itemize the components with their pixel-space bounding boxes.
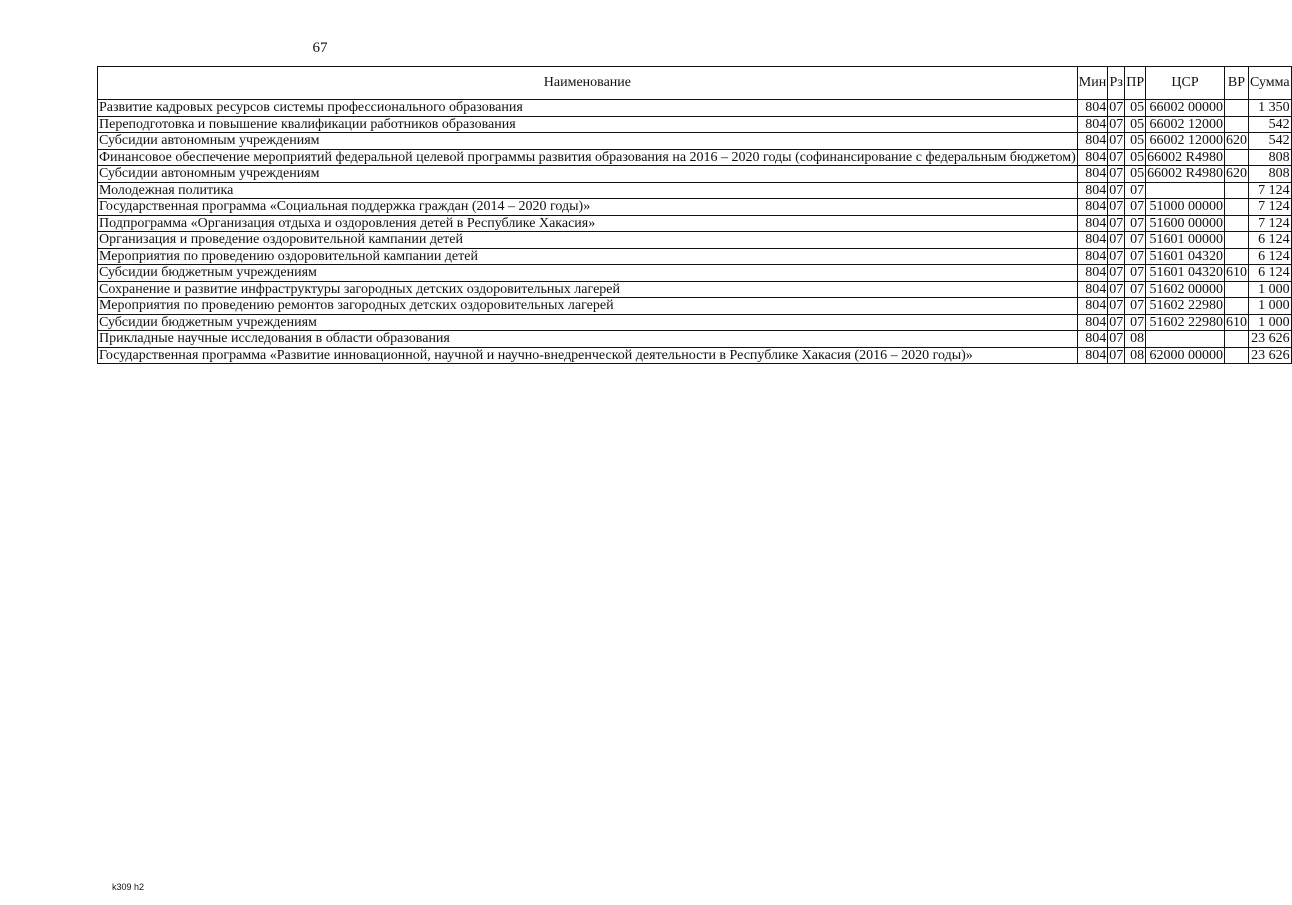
cell-sum: 23 626 [1248, 331, 1291, 348]
cell-sum: 7 124 [1248, 182, 1291, 199]
cell-pr: 07 [1125, 314, 1146, 331]
page-number: 67 [312, 40, 328, 56]
cell-min: 804 [1077, 116, 1107, 133]
header-vr: ВР [1224, 67, 1248, 100]
cell-vr [1224, 248, 1248, 265]
cell-rz: 07 [1109, 314, 1124, 330]
table-row [98, 314, 1292, 331]
table-header-row [98, 67, 1292, 100]
cell-csr: 51601 00000 [1146, 232, 1225, 249]
cell-pr: 08 [1125, 331, 1146, 348]
cell-sum: 6 124 [1248, 232, 1291, 249]
cell-min: 804 [1077, 133, 1107, 150]
table-row [98, 166, 1292, 183]
cell-min: 804 [1077, 166, 1107, 183]
cell-vr [1224, 298, 1248, 315]
table-row [98, 298, 1292, 315]
cell-pr: 07 [1125, 199, 1146, 216]
cell-rz: 07 [1109, 265, 1124, 280]
cell-vr: 610 [1225, 314, 1247, 330]
cell-csr [1146, 182, 1225, 199]
cell-vr [1224, 281, 1248, 298]
cell-name: Мероприятия по проведению ремонтов загородных детских оздоровительных лагерей [98, 298, 1078, 315]
cell-min: 804 [1077, 215, 1107, 232]
header-sum: Сумма [1248, 67, 1291, 100]
table-row [98, 149, 1292, 166]
cell-min: 804 [1077, 248, 1107, 265]
header-min: Мин [1077, 67, 1107, 100]
cell-sum: 1 000 [1248, 298, 1291, 315]
cell-pr: 07 [1125, 265, 1146, 282]
cell-pr: 07 [1125, 215, 1146, 232]
cell-rz: 07 [1109, 182, 1124, 198]
cell-min: 804 [1077, 298, 1107, 315]
cell-csr: 66002 12000 [1146, 116, 1225, 133]
cell-vr [1224, 331, 1248, 348]
cell-pr: 07 [1125, 232, 1146, 249]
cell-name: Молодежная политика [98, 182, 1078, 199]
cell-csr: 51000 00000 [1146, 199, 1225, 216]
cell-sum: 6 124 [1248, 265, 1291, 282]
cell-name: Государственная программа «Развитие инновационной, научной и научно-внедренческой деятельности в Республике Хакасия (2016 – 2020 годы)» [98, 347, 1078, 364]
table-row [98, 133, 1292, 150]
cell-min: 804 [1077, 314, 1107, 331]
cell-vr [1224, 149, 1248, 166]
cell-min: 804 [1077, 281, 1107, 298]
cell-rz: 07 [1109, 281, 1124, 297]
table-row [98, 182, 1292, 199]
cell-min: 804 [1077, 232, 1107, 249]
cell-sum: 23 626 [1248, 347, 1291, 364]
cell-sum: 7 124 [1248, 215, 1291, 232]
cell-min: 804 [1077, 149, 1107, 166]
cell-pr: 05 [1125, 116, 1146, 133]
cell-rz: 07 [1109, 248, 1124, 264]
cell-csr: 66002 R4980 [1147, 149, 1223, 165]
cell-pr: 07 [1125, 298, 1146, 315]
cell-csr: 66002 R4980 [1147, 166, 1223, 181]
cell-min: 804 [1077, 182, 1107, 199]
cell-pr: 07 [1125, 182, 1146, 199]
cell-vr: 610 [1225, 265, 1247, 280]
cell-pr: 08 [1125, 347, 1146, 364]
cell-sum: 1 000 [1248, 281, 1291, 298]
table-row [98, 100, 1292, 117]
table-body [98, 100, 1292, 364]
cell-vr [1224, 232, 1248, 249]
cell-min: 804 [1077, 199, 1107, 216]
cell-min: 804 [1077, 265, 1107, 282]
table-row [98, 116, 1292, 133]
cell-rz: 07 [1109, 298, 1124, 313]
cell-name: Организация и проведение оздоровительной кампании детей [98, 232, 1078, 249]
cell-pr: 05 [1125, 100, 1146, 117]
table-row [98, 199, 1292, 216]
cell-name: Субсидии бюджетным учреждениям [98, 314, 1078, 331]
cell-name: Подпрограмма «Организация отдыха и оздоровления детей в Республике Хакасия» [98, 215, 1078, 232]
cell-min: 804 [1077, 347, 1107, 364]
cell-csr: 51602 00000 [1146, 281, 1225, 298]
table-row [98, 248, 1292, 265]
cell-vr [1224, 347, 1248, 364]
cell-sum: 7 124 [1248, 199, 1291, 216]
cell-pr: 05 [1125, 133, 1146, 150]
cell-name: Переподготовка и повышение квалификации работников образования [98, 116, 1078, 133]
cell-csr: 66002 12000 [1146, 133, 1225, 150]
table-row [98, 232, 1292, 249]
cell-rz: 07 [1109, 215, 1124, 231]
header-rz: Рз [1108, 67, 1125, 100]
cell-csr [1146, 331, 1225, 348]
cell-rz: 07 [1109, 347, 1124, 363]
table-row [98, 215, 1292, 232]
table-row [98, 265, 1292, 282]
cell-rz: 07 [1109, 166, 1124, 181]
cell-vr [1224, 100, 1248, 117]
cell-rz: 07 [1109, 199, 1124, 214]
cell-name: Финансовое обеспечение мероприятий федеральной целевой программы развития образования на 2016 – 2020 годы (софинансирование с федеральным бюджетом) [99, 149, 1076, 165]
cell-pr: 05 [1125, 149, 1146, 166]
cell-pr: 05 [1125, 166, 1146, 183]
cell-vr [1224, 182, 1248, 199]
cell-vr: 620 [1225, 166, 1247, 181]
cell-name: Субсидии автономным учреждениям [98, 133, 1078, 150]
cell-name: Государственная программа «Социальная поддержка граждан (2014 – 2020 годы)» [98, 199, 1078, 216]
table-row [98, 347, 1292, 364]
cell-vr: 620 [1225, 133, 1247, 148]
cell-rz: 07 [1109, 116, 1124, 132]
cell-csr: 51601 04320 [1146, 248, 1225, 265]
cell-rz: 07 [1109, 232, 1124, 247]
cell-rz: 07 [1109, 149, 1124, 165]
footer-code: k309 h2 [112, 882, 145, 892]
cell-csr: 51602 22980 [1146, 298, 1225, 315]
cell-csr: 51601 04320 [1146, 265, 1225, 282]
cell-vr [1224, 116, 1248, 133]
cell-csr: 66002 00000 [1146, 100, 1225, 117]
cell-min: 804 [1077, 331, 1107, 348]
cell-name: Развитие кадровых ресурсов системы профессионального образования [98, 100, 1078, 117]
cell-name: Сохранение и развитие инфраструктуры загородных детских оздоровительных лагерей [98, 281, 1078, 298]
cell-name: Мероприятия по проведению оздоровительной кампании детей [98, 248, 1078, 265]
cell-vr [1224, 215, 1248, 232]
cell-sum: 808 [1248, 166, 1291, 183]
cell-sum: 808 [1248, 149, 1291, 166]
cell-csr: 51602 22980 [1146, 314, 1225, 331]
cell-min: 804 [1077, 100, 1107, 117]
cell-name: Субсидии автономным учреждениям [98, 166, 1078, 183]
cell-sum: 6 124 [1248, 248, 1291, 265]
cell-sum: 542 [1248, 116, 1291, 133]
cell-pr: 07 [1125, 248, 1146, 265]
cell-sum: 542 [1248, 133, 1291, 150]
table-row [98, 281, 1292, 298]
cell-csr: 62000 00000 [1146, 347, 1225, 364]
header-csr: ЦСР [1146, 67, 1225, 100]
cell-csr: 51600 00000 [1146, 215, 1225, 232]
cell-sum: 1 000 [1248, 314, 1291, 331]
cell-sum: 1 350 [1248, 100, 1291, 117]
cell-rz: 07 [1109, 133, 1124, 148]
cell-rz: 07 [1109, 331, 1124, 346]
header-pr: ПР [1125, 67, 1146, 100]
cell-pr: 07 [1125, 281, 1146, 298]
cell-vr [1224, 199, 1248, 216]
cell-name: Субсидии бюджетным учреждениям [98, 265, 1078, 282]
cell-name: Прикладные научные исследования в области образования [98, 331, 1078, 348]
cell-rz: 07 [1109, 100, 1124, 115]
table-row [98, 331, 1292, 348]
budget-table [97, 66, 1292, 364]
header-name: Наименование [98, 67, 1078, 100]
